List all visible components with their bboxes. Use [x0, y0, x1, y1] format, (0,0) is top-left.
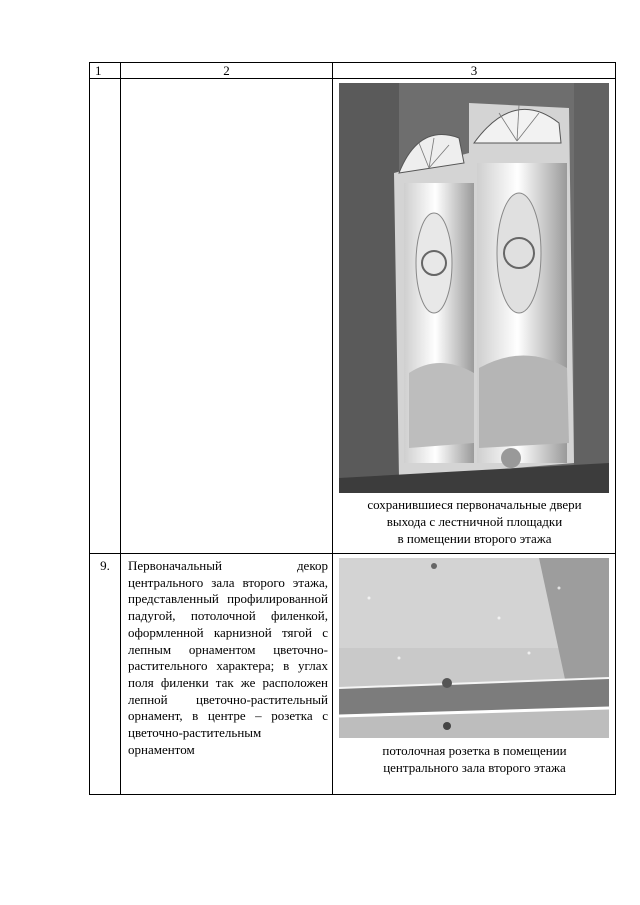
table-row — [90, 79, 616, 554]
row-number — [90, 79, 121, 554]
photo-caption-line: сохранившиеся первоначальные двери — [367, 497, 582, 512]
monument-table — [89, 62, 616, 795]
photo-caption-line: центрального зала второго этажа — [383, 760, 566, 775]
row-number: 9. — [90, 554, 121, 795]
photo-caption-line: потолочная розетка в помещении — [382, 743, 567, 758]
photo-cell — [333, 554, 616, 795]
table-row — [90, 554, 616, 795]
header-col-2: 2 — [121, 63, 333, 79]
table-header-row — [90, 63, 616, 79]
row-description — [121, 79, 333, 554]
header-col-3: 3 — [333, 63, 616, 79]
row-description: Первоначальный декор центрального зала второго этажа, представленный профилированной падугой, потолочной филенкой, оформленной карнизной тягой с лепным орнаментом цветочно-растительного характера; в углах поля филенки так же расположен лепной цветочно-растительный орнамент, в центре – розетка с цветочно-растительным орнаментом — [121, 554, 333, 795]
photo-cell — [333, 79, 616, 554]
header-col-1: 1 — [90, 63, 121, 79]
ceiling-rosette-photo — [339, 558, 609, 738]
photo-caption-line: в помещении второго этажа — [397, 531, 552, 546]
ornate-door-photo — [339, 83, 609, 493]
photo-caption-line: выхода с лестничной площадки — [386, 514, 563, 529]
